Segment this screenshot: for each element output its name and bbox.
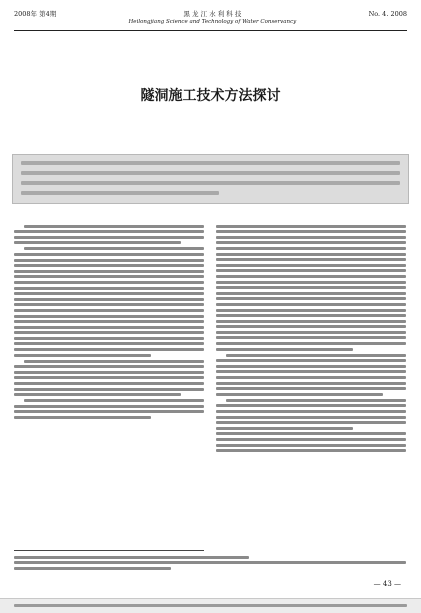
keywords-line — [21, 181, 400, 185]
abstract-box — [12, 154, 409, 204]
section-paragraph — [14, 247, 204, 356]
section-paragraph — [14, 399, 204, 419]
page-number: — 43 — — [373, 580, 401, 588]
journal-header — [14, 10, 407, 31]
article-title: 隧洞施工技术方法探讨 — [140, 88, 281, 104]
header-center — [129, 10, 297, 27]
header-issue-en: No. 4. 2008 — [368, 10, 407, 18]
section-paragraph — [216, 225, 406, 351]
header-left — [14, 10, 56, 18]
right-column — [216, 222, 406, 455]
section-paragraph — [216, 354, 406, 396]
abstract-text-line — [21, 171, 400, 175]
references — [216, 432, 406, 452]
header-right — [369, 10, 407, 18]
copyright-strip — [0, 598, 421, 613]
footnote — [14, 553, 406, 572]
section-paragraph — [14, 360, 204, 397]
left-column — [14, 222, 204, 422]
classification-line — [21, 191, 219, 195]
abstract-text-line — [21, 161, 400, 165]
journal-name-cn: 黑 龙 江 水 利 科 技 — [183, 10, 242, 18]
section-paragraph — [216, 399, 406, 430]
footnote-rule — [14, 550, 204, 551]
header-year-issue: 2008年 第4期 — [14, 10, 57, 18]
journal-name-en: Heilongjiang Science and Technology of Water Conservancy — [128, 19, 297, 26]
intro-paragraph — [14, 225, 204, 245]
